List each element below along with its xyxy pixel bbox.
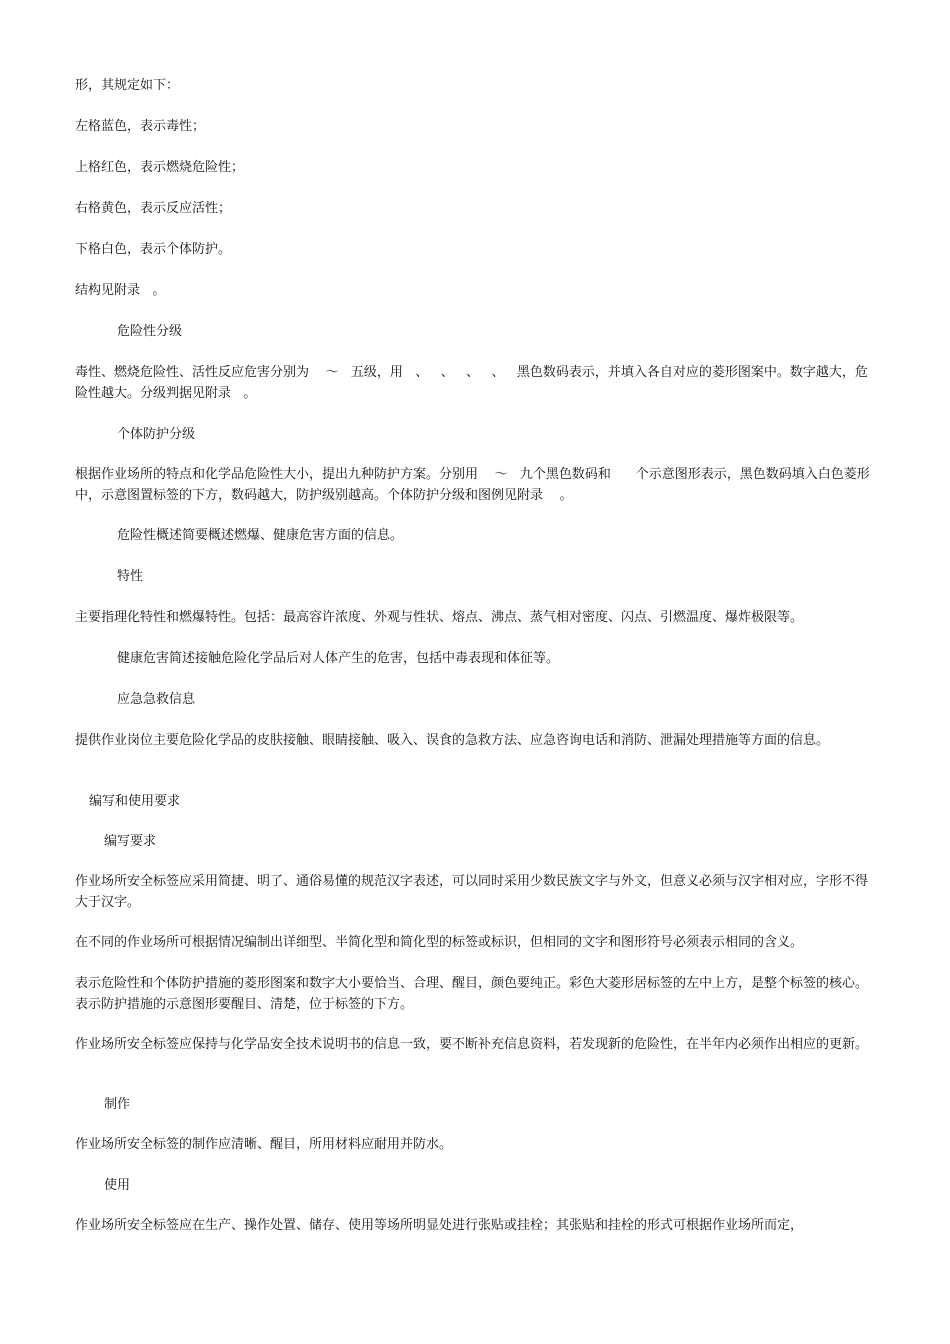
paragraph: 作业场所安全标签应采用简捷、明了、通俗易懂的规范汉字表述，可以同时采用少数民族文字与外文，但意义必须与汉字相对应，字形不得大于汉字。 <box>75 874 869 910</box>
section-heading: 使用 <box>104 1178 131 1193</box>
section-heading: 制作 <box>104 1097 131 1112</box>
section-heading: 危险性分级 <box>117 324 183 339</box>
paragraph: 上格红色，表示燃烧危险性； <box>75 160 245 175</box>
section-heading: 个体防护分级 <box>117 427 196 442</box>
paragraph: 主要指理化特性和燃爆特性。包括：最高容许浓度、外观与性状、熔点、沸点、蒸气相对密度、闪点、引燃温度、爆炸极限等。 <box>75 610 804 625</box>
section-heading: 编写和使用要求 <box>89 794 181 809</box>
paragraph: 结构见附录 。 <box>75 283 166 298</box>
section-heading: 应急急救信息 <box>117 692 196 707</box>
paragraph: 作业场所安全标签应在生产、操作处置、储存、使用等场所明显处进行张贴或挂栓；其张贴和挂栓的形式可根据作业场所而定， <box>75 1218 804 1233</box>
paragraph: 提供作业岗位主要危险化学品的皮肤接触、眼睛接触、吸入、误食的急救方法、应急咨询电话和消防、泄漏处理措施等方面的信息。 <box>75 733 830 748</box>
paragraph: 右格黄色，表示反应活性； <box>75 201 232 216</box>
paragraph: 表示危险性和个体防护措施的菱形图案和数字大小要恰当、合理、醒目，颜色要纯正。彩色大菱形居标签的左中上方，是整个标签的核心。表示防护措施的示意图形要醒目、清楚，位于标签的下方。 <box>75 976 869 1012</box>
section-heading: 特性 <box>117 569 144 584</box>
paragraph: 左格蓝色，表示毒性； <box>75 119 206 134</box>
paragraph: 根据作业场所的特点和化学品危险性大小，提出九种防护方案。分别用 ～ 九个黑色数码和 个示意图形表示，黑色数码填入白色菱形中，示意图置标签的下方，数码越大，防护级别越高。个体防护分级和图例见附录 。 <box>75 467 870 503</box>
section-heading: 编写要求 <box>104 834 157 849</box>
paragraph: 在不同的作业场所可根据情况编制出详细型、半简化型和简化型的标签或标识，但相同的文字和图形符号必须表示相同的含义。 <box>75 935 804 950</box>
paragraph: 下格白色，表示个体防护。 <box>75 242 232 257</box>
paragraph: 健康危害简述接触危险化学品后对人体产生的危害，包括中毒表现和体征等。 <box>117 651 560 666</box>
paragraph: 危险性概述简要概述燃爆、健康危害方面的信息。 <box>117 528 404 543</box>
paragraph: 作业场所安全标签应保持与化学品安全技术说明书的信息一致，要不断补充信息资料，若发现新的危险性，在半年内必须作出相应的更新。 <box>75 1037 869 1052</box>
paragraph: 作业场所安全标签的制作应清晰、醒目，所用材料应耐用并防水。 <box>75 1137 453 1152</box>
paragraph: 毒性、燃烧危险性、活性反应危害分别为 ～ 五级，用 、 、 、 、 黑色数码表示，并填入各自对应的菱形图案中。数字越大，危险性越大。分级判据见附录 。 <box>75 365 868 401</box>
paragraph: 形，其规定如下： <box>75 78 180 93</box>
